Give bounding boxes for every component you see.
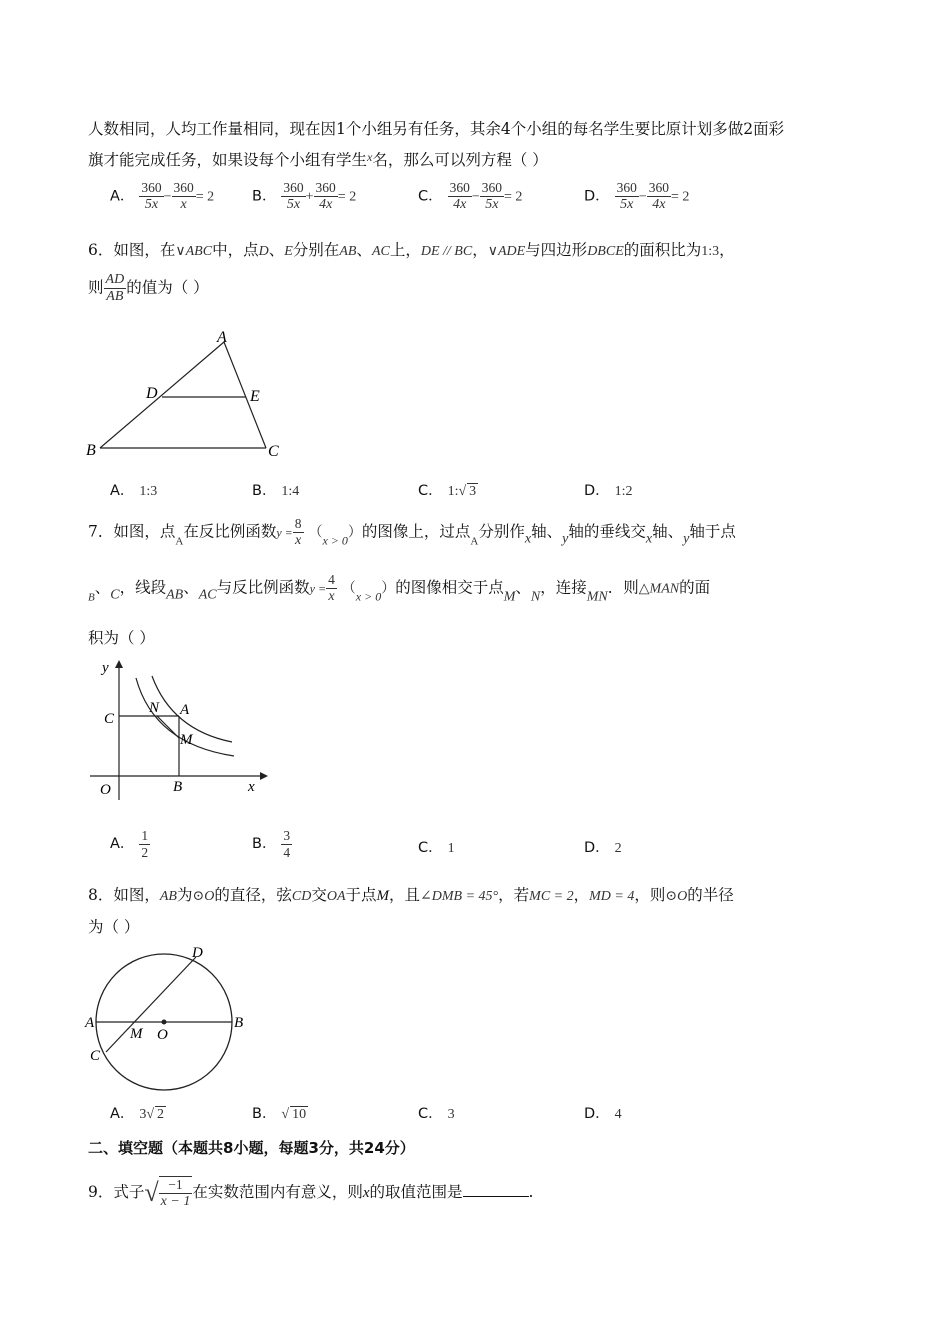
label-n: N <box>149 700 160 716</box>
q8-stem-line2: 为（ ） <box>88 918 140 936</box>
q5-option-a[interactable]: A． $\frac{360}{5x}$ − $\frac{360}{x}$ = 2 <box>110 180 215 212</box>
circle-o-symbol: ⊙O <box>192 889 215 904</box>
q7-stem-line2: $_B$、C，线段AB、AC与反比例函数y = $\frac{4}{x}$ $(_{x > 0})$的图像相交于点M、N，连接MN．则△MAN的面 <box>88 572 711 605</box>
label-o: O <box>100 782 111 798</box>
sqrt-sign: √ <box>458 484 467 499</box>
x-axis-arrow <box>260 772 268 780</box>
q6-stem-line1: 6．如图，在∨ABC中，点D、E分别在AB、AC上，DE // BC，∨ADE与四边形DBCE的面积比为1:3， <box>88 241 735 259</box>
fraction-sqrt-radicand: $\frac{-1}{x - 1}$ <box>160 1177 191 1209</box>
label-e: E <box>250 388 260 405</box>
q6-option-a[interactable]: A． 1:3 <box>110 483 158 499</box>
fraction-8-over-x: $\frac{8}{x}$ <box>294 516 302 548</box>
q8-option-c[interactable]: C． 3 <box>418 1106 455 1122</box>
q6-stem-line2: 则 $\frac{AD}{AB}$ 的值为（ ） <box>88 272 209 305</box>
label-m: M <box>180 732 193 748</box>
q9-stem: 9．式子√ $\frac{-1}{x - 1}$ 在实数范围内有意义，则x的取值范围是 . <box>88 1177 534 1209</box>
q7-option-c[interactable]: C． 1 <box>418 840 455 856</box>
fraction: $\frac{1}{2}$ <box>141 828 149 860</box>
fraction: $\frac{360}{5x}$ <box>481 180 502 212</box>
q8-circle-figure <box>84 940 254 1092</box>
q5-line2a: 旗才能完成任务，如果设每个小组有学生 <box>88 151 368 169</box>
label-a: A <box>180 702 190 718</box>
q7-option-b[interactable]: B． $\frac{3}{4}$ <box>252 828 291 860</box>
fraction-4-over-x: $\frac{4}{x}$ <box>328 572 335 604</box>
triangle-ade: ∨ADE <box>487 244 526 259</box>
fraction: $\frac{360}{5x}$ <box>283 180 304 212</box>
label-a: A <box>85 1015 95 1031</box>
label-a: A <box>217 329 227 346</box>
section-heading: 二、填空题（本题共8小题，每题3分，共24分） <box>88 1139 415 1157</box>
label-m: M <box>130 1026 143 1042</box>
answer-blank[interactable] <box>463 1182 529 1197</box>
label-d: D <box>192 945 203 961</box>
q8-option-b[interactable]: B． √ 10 <box>252 1106 307 1122</box>
q8-option-a[interactable]: A． 3√ 2 <box>110 1106 165 1122</box>
segment-mn <box>157 716 179 738</box>
q5-line2 <box>88 148 548 170</box>
fraction: $\frac{360}{4x}$ <box>315 180 336 212</box>
option-label: C． <box>418 188 443 205</box>
fraction-ad-ab: $\frac{AD}{AB}$ <box>105 272 125 305</box>
q7-option-d[interactable]: D． 2 <box>584 840 622 856</box>
q6-option-c[interactable]: C． 1:√ 3 <box>418 483 477 499</box>
y-axis-arrow <box>115 660 123 668</box>
q5-line2b: 名，那么可以列方程（ ） <box>372 151 548 169</box>
option-label: D． <box>584 188 610 205</box>
label-x: x <box>248 779 255 795</box>
fraction: $\frac{360}{4x}$ <box>648 180 670 212</box>
center-point <box>162 1020 167 1025</box>
label-b: B <box>234 1015 244 1031</box>
option-label: B． <box>252 188 277 205</box>
q8-option-d[interactable]: D． 4 <box>584 1106 622 1122</box>
label-y: y <box>102 660 109 676</box>
option-label: A． <box>110 188 135 205</box>
fraction: $\frac{3}{4}$ <box>283 828 291 860</box>
label-o: O <box>157 1027 168 1043</box>
q8-stem-line1: 8．如图，AB为⊙O的直径，弦CD交OA于点M，且∠DMB = 45°，若MC = 2，MD = 4，则⊙O的半径 <box>88 886 734 904</box>
q7-option-a[interactable]: A． $\frac{1}{2}$ <box>110 828 149 860</box>
q6-triangle-figure <box>84 326 294 462</box>
q5-option-d[interactable]: D． $\frac{360}{5x}$ − $\frac{360}{4x}$ = 2 <box>584 180 690 212</box>
q7-stem-line3: 积为（ ） <box>88 629 155 647</box>
q5-var-x: x <box>367 150 373 164</box>
fraction: $\frac{360}{4x}$ <box>449 180 470 212</box>
label-b: B <box>173 779 183 795</box>
q7-hyperbola-figure <box>82 656 268 800</box>
label-c: C <box>104 711 115 727</box>
fraction: $\frac{360}{5x}$ <box>141 180 162 212</box>
label-d: D <box>146 385 158 402</box>
q5-option-c[interactable]: C． $\frac{360}{4x}$ − $\frac{360}{5x}$ = 2 <box>418 180 523 212</box>
segment-ab <box>100 342 224 448</box>
q6-option-b[interactable]: B． 1:4 <box>252 483 300 499</box>
label-b: B <box>86 442 96 459</box>
q6-option-d[interactable]: D． 1:2 <box>584 483 633 499</box>
fraction: $\frac{360}{x}$ <box>173 180 194 212</box>
q7-stem-line1: 7．如图，点$_A$在反比例函数y = $\frac{8}{x}$ $(_{x > 0})$的图像上，过点$_A$分别作x轴、y轴的垂线交x轴、y轴于点 <box>88 516 736 548</box>
label-c: C <box>268 443 279 460</box>
triangle-abc: ∨ABC <box>175 244 213 259</box>
label-c: C <box>90 1048 101 1064</box>
fraction: $\frac{360}{5x}$ <box>616 180 637 212</box>
q5-option-b[interactable]: B． $\frac{360}{5x}$ + $\frac{360}{4x}$ = 2 <box>252 180 357 212</box>
q5-line1: 人数相同，人均工作量相同，现在因1个小组另有任务，其余4个小组的每名学生要比原计划多做2面彩 <box>88 120 785 138</box>
